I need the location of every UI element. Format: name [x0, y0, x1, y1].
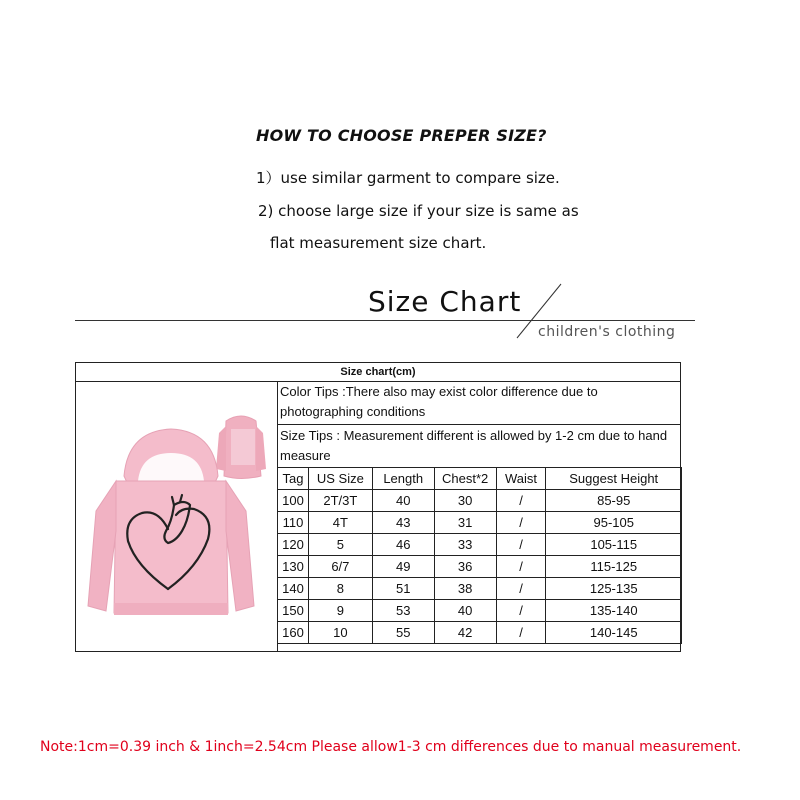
table-row [278, 600, 682, 622]
cell-us-size: 10 [308, 622, 372, 644]
tips-area [278, 381, 680, 467]
table-row [278, 512, 682, 534]
cell-waist: / [496, 622, 546, 644]
cell-tag: 110 [278, 512, 309, 534]
cell-suggest-height: 140-145 [546, 622, 682, 644]
cell-waist: / [496, 600, 546, 622]
hoodie-back-view [216, 416, 266, 479]
banner-subtitle: children's clothing [538, 324, 676, 340]
table-row [278, 556, 682, 578]
conversion-note: Note:1cm=0.39 inch & 1inch=2.54cm Please allow1-3 cm differences due to manual measurement. [40, 739, 742, 755]
cell-tag: 120 [278, 534, 309, 556]
header-suggest-height: Suggest Height [546, 468, 682, 490]
header-waist: Waist [496, 468, 546, 490]
cell-length: 40 [372, 490, 434, 512]
size-table [277, 467, 682, 644]
cell-chest: 40 [434, 600, 496, 622]
cell-suggest-height: 85-95 [546, 490, 682, 512]
table-row [278, 490, 682, 512]
title-divider [75, 320, 695, 321]
cell-suggest-height: 95-105 [546, 512, 682, 534]
cell-suggest-height: 105-115 [546, 534, 682, 556]
cell-us-size: 8 [308, 578, 372, 600]
table-row [278, 578, 682, 600]
header-tag: Tag [278, 468, 309, 490]
guide-tip-1: 1）use similar garment to compare size. [256, 169, 560, 187]
cell-waist: / [496, 490, 546, 512]
header-length: Length [372, 468, 434, 490]
cell-length: 43 [372, 512, 434, 534]
cell-suggest-height: 115-125 [546, 556, 682, 578]
cell-length: 46 [372, 534, 434, 556]
guide-heading: HOW TO CHOOSE PREPER SIZE? [256, 126, 547, 145]
cell-tag: 160 [278, 622, 309, 644]
cell-chest: 31 [434, 512, 496, 534]
header-chest: Chest*2 [434, 468, 496, 490]
cell-us-size: 9 [308, 600, 372, 622]
cell-tag: 140 [278, 578, 309, 600]
cell-waist: / [496, 578, 546, 600]
size-chart-caption: Size chart(cm) [76, 363, 680, 382]
cell-chest: 38 [434, 578, 496, 600]
cell-length: 51 [372, 578, 434, 600]
cell-chest: 33 [434, 534, 496, 556]
cell-length: 49 [372, 556, 434, 578]
size-tip: Size Tips : Measurement different is allowed by 1-2 cm due to hand measure [280, 428, 668, 463]
cell-suggest-height: 125-135 [546, 578, 682, 600]
color-tip: Color Tips :There also may exist color difference due to photographing conditions [278, 381, 680, 425]
cell-us-size: 2T/3T [308, 490, 372, 512]
table-row [278, 622, 682, 644]
cell-us-size: 4T [308, 512, 372, 534]
guide-tip-2-continued: flat measurement size chart. [270, 234, 487, 252]
cell-length: 55 [372, 622, 434, 644]
header-us-size: US Size [308, 468, 372, 490]
table-row [278, 534, 682, 556]
cell-tag: 130 [278, 556, 309, 578]
guide-tip-2: 2) choose large size if your size is same as [258, 202, 579, 220]
hoodie-image [76, 381, 276, 651]
cell-chest: 36 [434, 556, 496, 578]
cell-waist: / [496, 512, 546, 534]
cell-chest: 42 [434, 622, 496, 644]
product-photo [76, 381, 278, 651]
cell-chest: 30 [434, 490, 496, 512]
size-chart [75, 362, 681, 652]
size-chart-title: Size Chart [368, 285, 522, 318]
cell-tag: 150 [278, 600, 309, 622]
cell-tag: 100 [278, 490, 309, 512]
table-header-row [278, 468, 682, 490]
cell-suggest-height: 135-140 [546, 600, 682, 622]
cell-length: 53 [372, 600, 434, 622]
cell-us-size: 5 [308, 534, 372, 556]
cell-waist: / [496, 556, 546, 578]
cell-us-size: 6/7 [308, 556, 372, 578]
cell-waist: / [496, 534, 546, 556]
